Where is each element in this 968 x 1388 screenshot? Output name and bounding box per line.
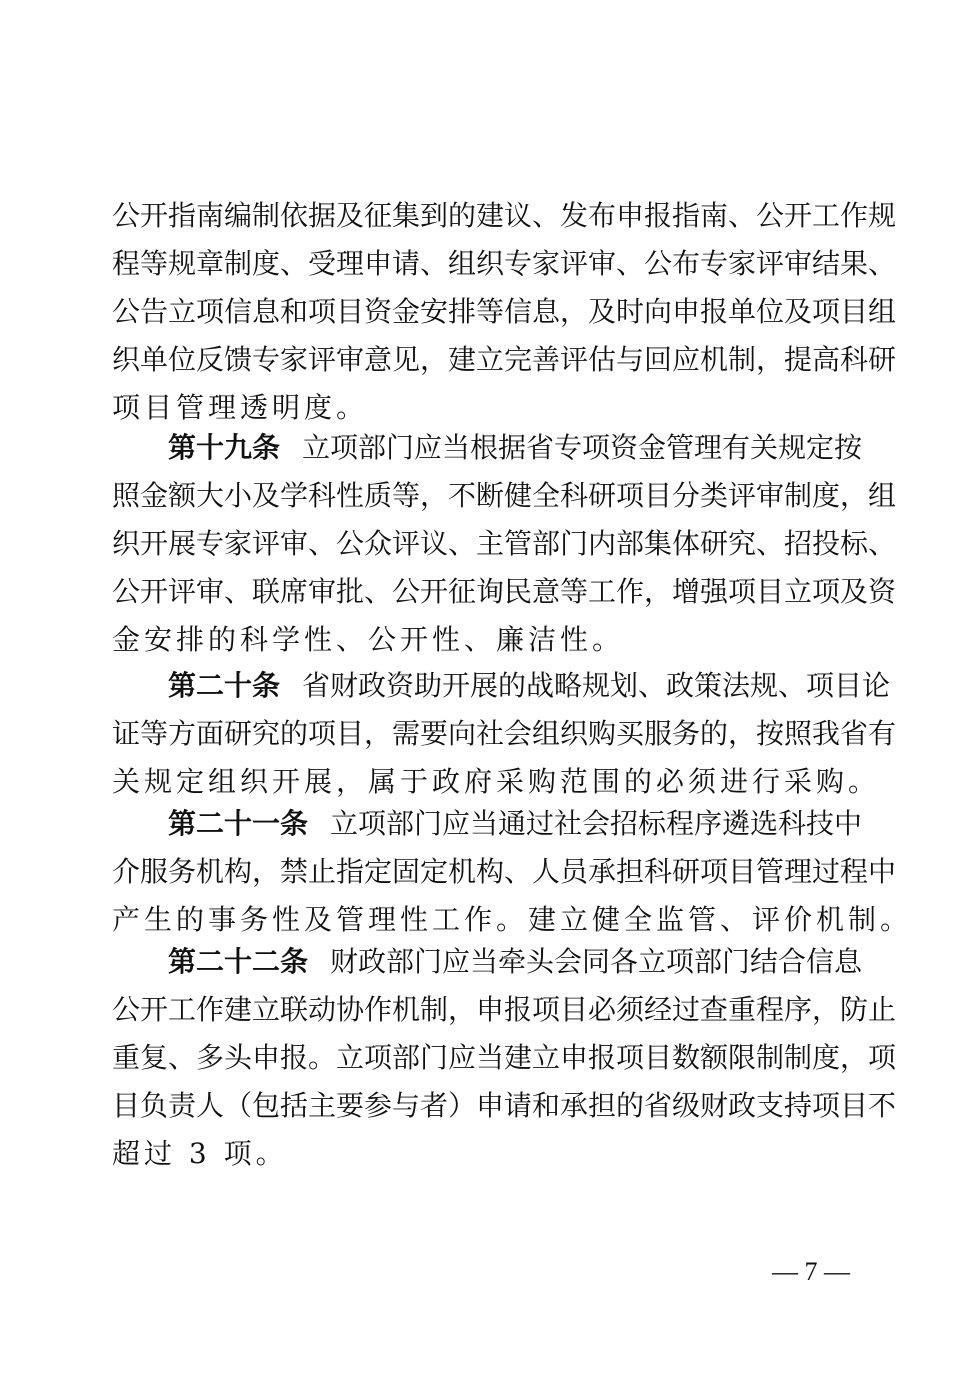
article-20-line xyxy=(168,666,891,706)
article-19-line xyxy=(168,428,863,468)
paragraph-line: 公告立项信息和项目资金安排等信息，及时向申报单位及项目组 xyxy=(112,295,897,328)
article-22-label: 第二十二条 xyxy=(168,945,309,978)
article-22-text: 财政部门应当牵头会同各立项部门结合信息 xyxy=(330,945,863,978)
article-22-line xyxy=(168,942,863,982)
paragraph-line: 项目管理透明度。 xyxy=(112,391,369,424)
article-19-line: 织开展专家评审、公众评议、主管部门内部集体研究、招投标、 xyxy=(112,527,897,560)
article-20-label: 第二十条 xyxy=(168,669,281,702)
article-19-line: 金安排的科学性、公开性、廉洁性。 xyxy=(112,623,625,656)
article-21-line: 产生的事务性及管理性工作。建立健全监管、评价机制。 xyxy=(112,903,913,936)
article-19-text: 立项部门应当根据省专项资金管理有关规定按 xyxy=(302,431,863,464)
article-21-line xyxy=(168,804,863,844)
article-21-text: 立项部门应当通过社会招标程序遴选科技中 xyxy=(330,807,863,840)
article-21-label: 第二十一条 xyxy=(168,807,309,840)
paragraph-line: 织单位反馈专家评审意见，建立完善评估与回应机制，提高科研 xyxy=(112,343,897,376)
page-number: — 7 — xyxy=(772,1257,850,1286)
article-22-line: 超过 3 项。 xyxy=(112,1137,288,1170)
article-19-line: 公开评审、联席审批、公开征询民意等工作，增强项目立项及资 xyxy=(112,575,897,608)
article-22-line: 重复、多头申报。立项部门应当建立申报项目数额限制制度，项 xyxy=(112,1041,897,1074)
article-21-line: 介服务机构，禁止指定固定机构、人员承担科研项目管理过程中 xyxy=(112,855,897,888)
article-22-line: 目负责人（包括主要参与者）申请和承担的省级财政支持项目不 xyxy=(112,1089,897,1122)
article-20-text: 省财政资助开展的战略规划、政策法规、项目论 xyxy=(302,669,891,702)
article-20-line: 证等方面研究的项目，需要向社会组织购买服务的，按照我省有 xyxy=(112,717,897,750)
paragraph-line: 公开指南编制依据及征集到的建议、发布申报指南、公开工作规 xyxy=(112,199,897,232)
article-20-line: 关规定组织开展，属于政府采购范围的必须进行采购。 xyxy=(112,765,881,798)
article-22-line: 公开工作建立联动协作机制，申报项目必须经过查重程序，防止 xyxy=(112,993,897,1026)
article-19-label: 第十九条 xyxy=(168,431,281,464)
article-19-line: 照金额大小及学科性质等，不断健全科研项目分类评审制度，组 xyxy=(112,479,897,512)
paragraph-line: 程等规章制度、受理申请、组织专家评审、公布专家评审结果、 xyxy=(112,247,897,280)
